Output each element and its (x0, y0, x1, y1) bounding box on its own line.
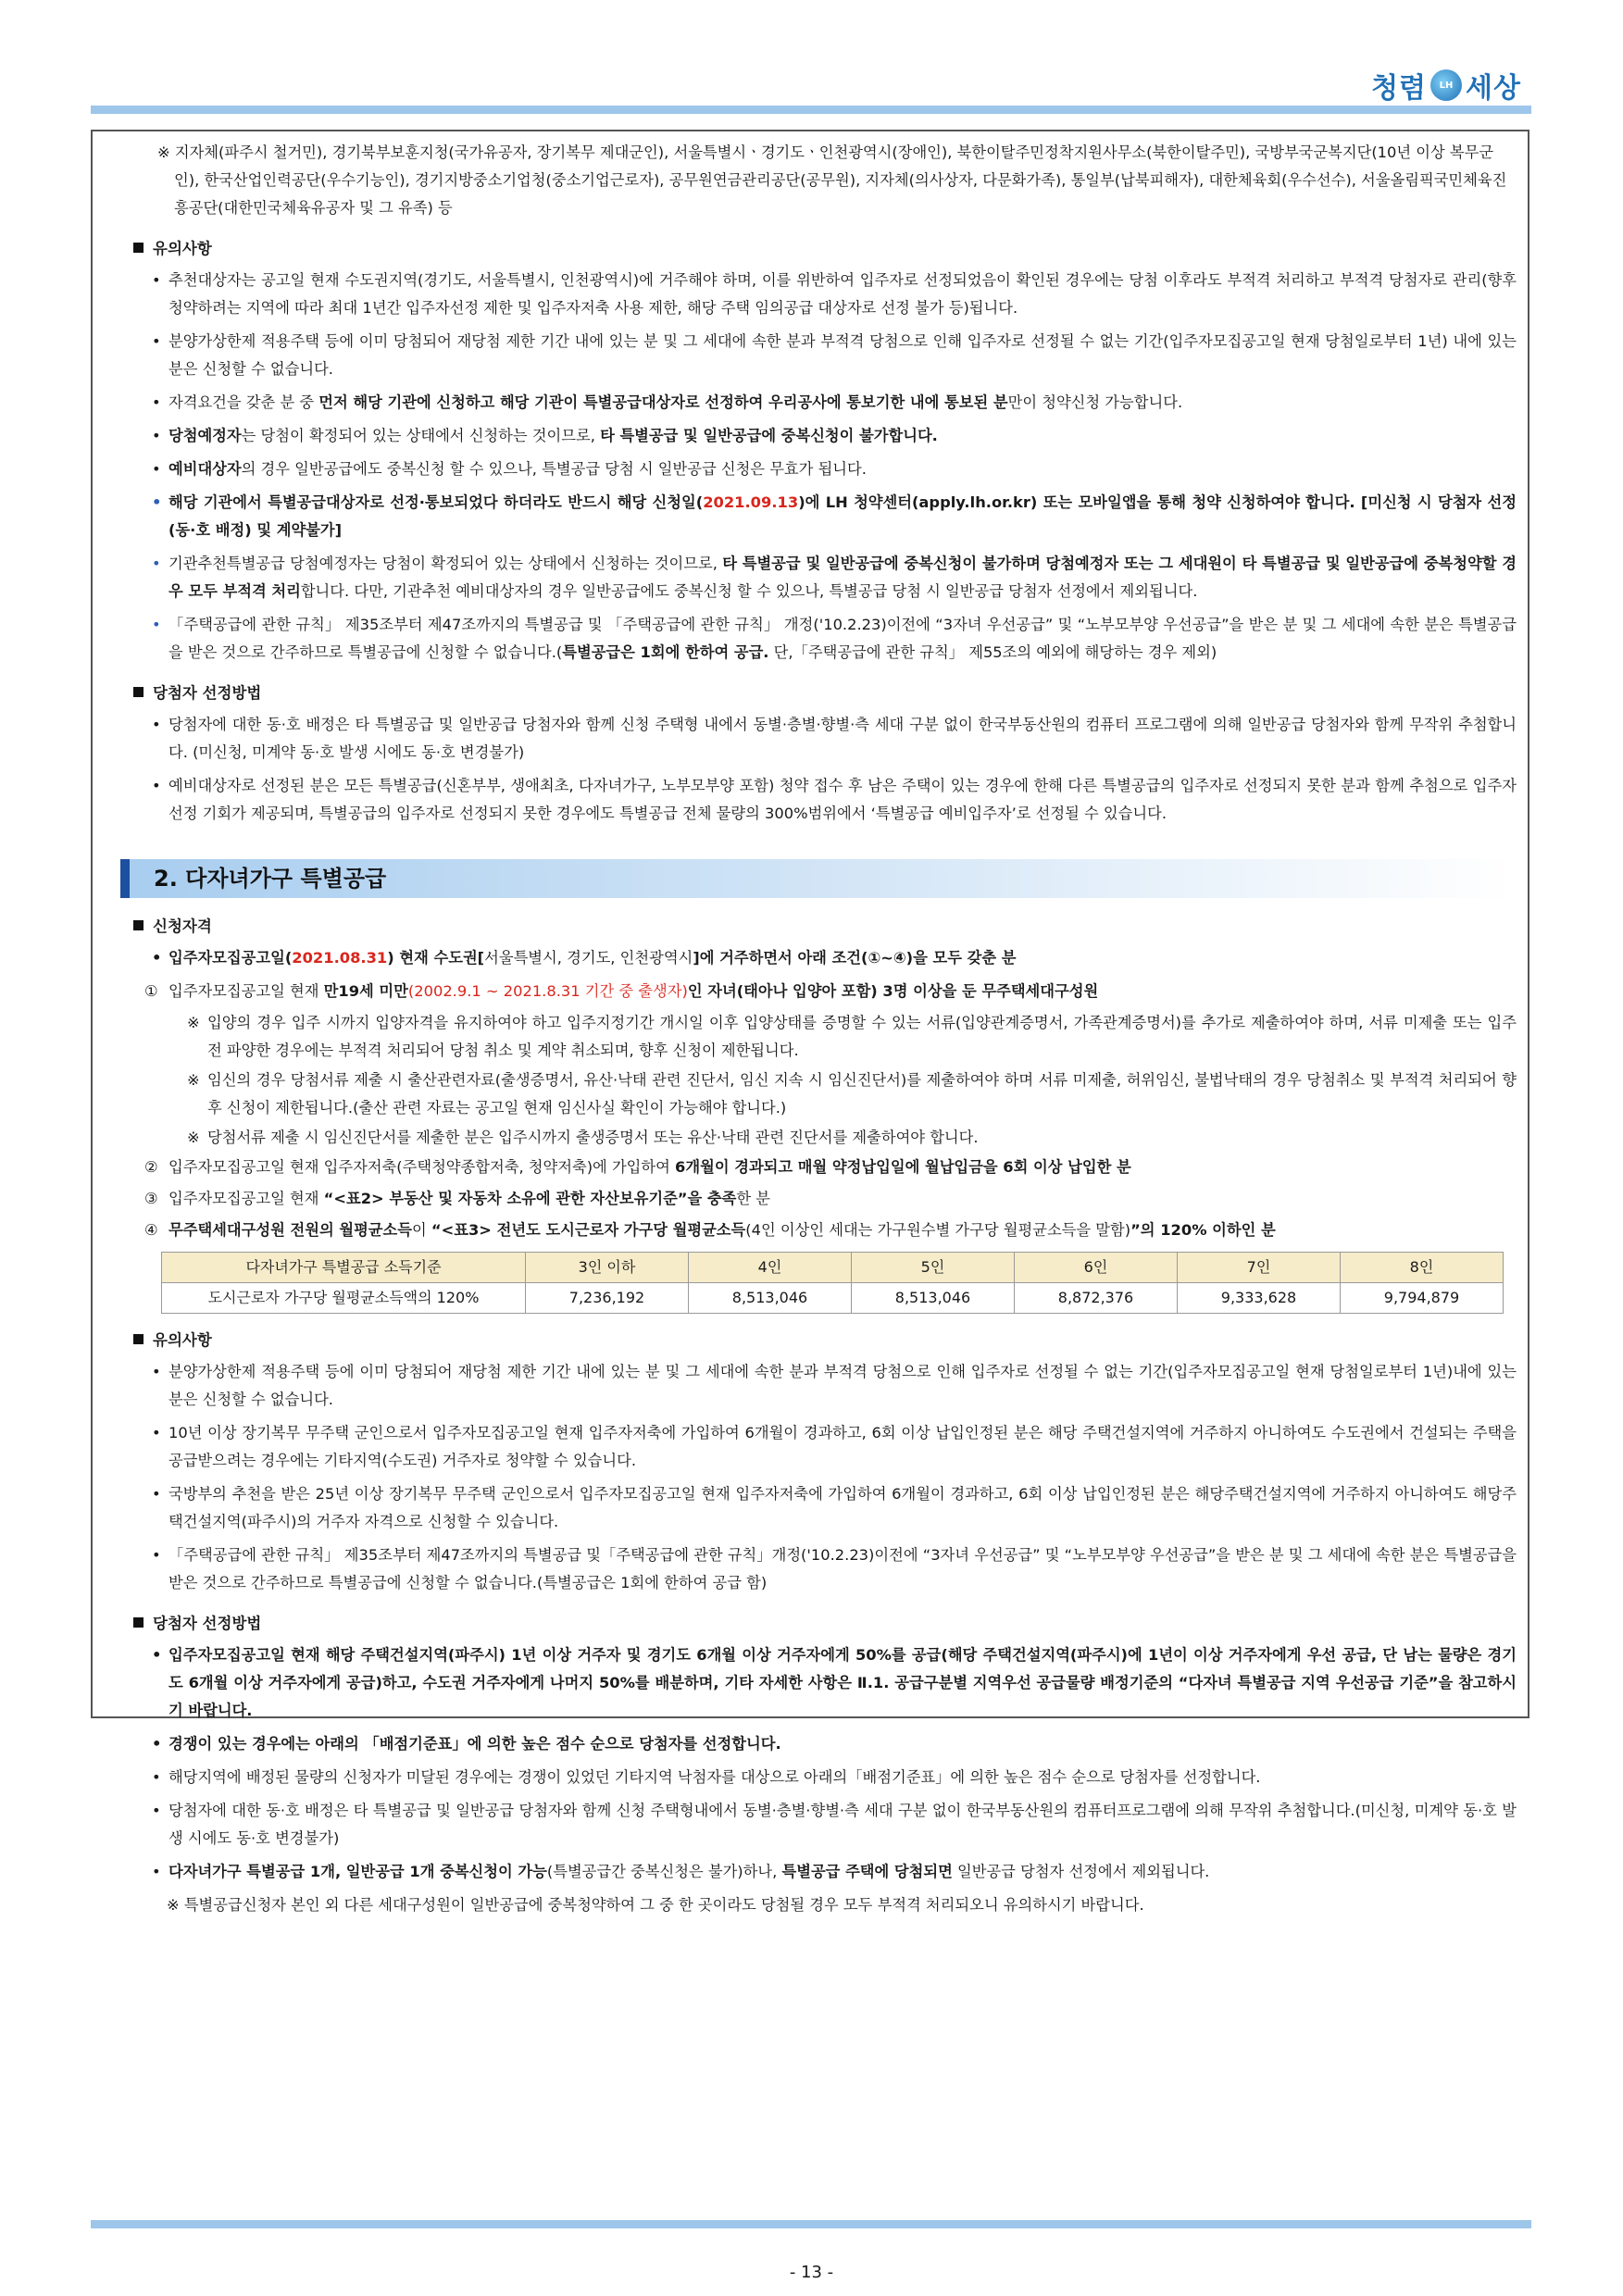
page-number: - 13 - (789, 2263, 834, 2282)
table-header-cell: 7인 (1178, 1253, 1341, 1283)
agency-list-note: ※ 지자체(파주시 철거민), 경기북부보훈지청(국가유공자, 장기복무 제대군인), 서울특별시ㆍ경기도ㆍ인천광역시(장애인), 북한이탈주민정착지원사무소(북한이탈주민), 국방부국군복지단(10년 이상 복무군인), 한국산업인력공단(우수기능인), 경기지방중소기업청(중소기업근로자), 공무원연금관리공단(공무원), 지자체(의사상자, 다문화가족), 통일부(납북피해자), 대한체육회(우수선수), 서울올림픽국민체육진흥공단(대한민국체육유공자 및 그 유족) 등 (157, 144, 1507, 217)
table-cell: 7,236,192 (526, 1283, 689, 1314)
condition-1: ① 입주자모집공고일 현재 만19세 미만(2002.9.1 ~ 2021.8.31 기간 중 출생자)인 자녀(태아나 입양아 포함) 3명 이상을 둔 무주택세대구성원 (144, 982, 1099, 1000)
top-divider (91, 106, 1531, 114)
condition-2: ② 입주자모집공고일 현재 입주자저축(주택청약종합저축, 청약저축)에 가입하여 6개월이 경과되고 매월 약정납입일에 월납입금을 6회 이상 납입한 분 (144, 1158, 1131, 1176)
s1-note-4: • 당첨예정자는 당첨이 확정되어 있는 상태에서 신청하는 것이므로, 타 특별공급 및 일반공급에 중복신청이 불가합니다. (120, 422, 1517, 450)
s2-selection-heading: 당첨자 선정방법 (133, 1610, 1517, 1638)
condition-4: ④ 무주택세대구성원 전원의 월평균소득이 “<표3> 전년도 도시근로자 가구당 월평균소득(4인 이상인 세대는 가구원수별 가구당 월평균소득을 말함)”의 120% 이하인 분 (144, 1221, 1276, 1239)
s1-note-7: • 기관추천특별공급 당첨예정자는 당첨이 확정되어 있는 상태에서 신청하는 것이므로, 타 특별공급 및 일반공급에 중복신청이 불가하며 당첨예정자 또는 그 세대원이 타 특별공급 및 일반공급에 중복청약할 경우 모두 부적격 처리합니다. 다만, 기관추천 예비대상자의 경우 일반공급에도 중복신청 할 수 있으나, 특별공급 당첨 시 일반공급 당첨자 선정에서 제외됩니다. (120, 550, 1517, 605)
table-cell: 8,872,376 (1015, 1283, 1178, 1314)
condition-1-note-adoption: ※ 입양의 경우 입주 시까지 입양자격을 유지하여야 하고 입주지정기간 개시일 이후 입양상태를 증명할 수 있는 서류(입양관계증명서, 가족관계증명서)를 추가로 제출하여야 하며, 서류 미제출 또는 입주 전 파양한 경우에는 부적격 처리되어 당첨 취소 및 계약 취소되며, 향후 신청이 제한됩니다. (187, 1014, 1517, 1059)
lh-emblem-icon: LH (1430, 69, 1462, 101)
s1-note-5: • 예비대상자의 경우 일반공급에도 중복신청 할 수 있으나, 특별공급 당첨 시 일반공급 신청은 무효가 됩니다. (120, 455, 1517, 483)
condition-1-note-documents: ※ 당첨서류 제출 시 임신진단서를 제출한 분은 입주시까지 출생증명서 또는 유산·낙태 관련 진단서를 제출하여야 합니다. (187, 1129, 979, 1146)
s1-selection-heading: 당첨자 선정방법 (133, 680, 1517, 707)
table-cell: 9,333,628 (1178, 1283, 1341, 1314)
section-title: 2. 다자녀가구 특별공급 (154, 866, 387, 892)
s2-notes-heading: 유의사항 (133, 1327, 1517, 1354)
table-row (162, 1283, 1504, 1314)
s2-note-3: • 국방부의 추천을 받은 25년 이상 장기복무 무주택 군인으로서 입주자모집공고일 현재 입주자저축에 가입하여 6개월이 경과하고, 6회 이상 납입인정된 분은 해당주택건설지역에 거주하지 아니하여도 해당주택건설지역(파주시)의 거주자 자격으로 신청할 수 있습니다. (120, 1480, 1517, 1536)
s2-qualification-main: • 입주자모집공고일(2021.08.31) 현재 수도권[서울특별시, 경기도, 인천광역시]에 거주하면서 아래 조건(①~④)을 모두 갖춘 분 (120, 944, 1517, 972)
s2-selection-1: • 입주자모집공고일 현재 해당 주택건설지역(파주시) 1년 이상 거주자 및 경기도 6개월 이상 거주자에게 50%를 공급(해당 주택건설지역(파주시)에 1년이 이상 거주자에게 우선 공급, 단 남는 물량은 경기도 6개월 이상 거주자에게 공급)하고, 수도권 거주자에게 나머지 50%를 배분하며, 기타 자세한 사항은 Ⅱ.1. 공급구분별 지역우선 공급물량 배정기준의 “다자녀 특별공급 지역 우선공급 기준”을 참고하시기 바랍니다. (120, 1641, 1517, 1725)
table-cell: 8,513,046 (852, 1283, 1015, 1314)
s2-note-2: • 10년 이상 장기복무 무주택 군인으로서 입주자모집공고일 현재 입주자저축에 가입하여 6개월이 경과하고, 6회 이상 납입인정된 분은 해당 주택건설지역에 거주하지 아니하여도 수도권에서 건설되는 주택을 공급받으려는 경우에는 기타지역(수도권) 거주자로 청약할 수 있습니다. (120, 1419, 1517, 1475)
s1-note-2: • 분양가상한제 적용주택 등에 이미 당첨되어 재당첨 제한 기간 내에 있는 분 및 그 세대에 속한 분과 부적격 당첨으로 인해 입주자로 선정될 수 없는 기간(입주자모집공고일 현재 당첨일로부터 1년) 내에 있는 분은 신청할 수 없습니다. (120, 328, 1517, 383)
logo-text-left: 청렴 (1371, 72, 1428, 105)
condition-3: ③ 입주자모집공고일 현재 “<표2> 부동산 및 자동차 소유에 관한 자산보유기준”을 충족한 분 (144, 1190, 770, 1207)
table-header-cell: 3인 이하 (526, 1253, 689, 1283)
s1-selection-2: • 예비대상자로 선정된 분은 모든 특별공급(신혼부부, 생애최초, 다자녀가구, 노부모부양 포함) 청약 접수 후 남은 주택이 있는 경우에 한해 다른 특별공급의 입주자로 선정되지 못한 분과 함께 추첨으로 입주자선정 기회가 제공되며, 특별공급의 입주자로 선정되지 못한 경우에도 특별공급 전체 물량의 300%범위에서 ‘특별공급 예비입주자’로 선정될 수 있습니다. (120, 772, 1517, 828)
content-frame (91, 130, 1529, 1914)
s1-note-1: • 추천대상자는 공고일 현재 수도권지역(경기도, 서울특별시, 인천광역시)에 거주해야 하며, 이를 위반하여 입주자로 선정되었음이 확인된 경우에는 당첨 이후라도 부적격 처리하고 부적격 당첨자로 관리(향후 청약하려는 지역에 따라 최대 1년간 입주자선정 제한 및 입주자저축 사용 제한, 해당 주택 임의공급 대상자로 선정 불가 등)됩니다. (120, 267, 1517, 322)
table-header-cell: 다자녀가구 특별공급 소득기준 (162, 1253, 526, 1283)
section-title-bar (120, 859, 1517, 898)
s2-final-note: ※ 특별공급신청자 본인 외 다른 세대구성원이 일반공급에 중복청약하여 그 중 한 곳이라도 당첨될 경우 모두 부적격 처리되오니 유의하시기 바랍니다. (167, 1896, 1144, 1914)
s2-selection-3: • 해당지역에 배정된 물량의 신청자가 미달된 경우에는 경쟁이 있었던 기타지역 낙첨자를 대상으로 아래의「배점기준표」에 의한 높은 점수 순으로 당첨자를 선정합니다. (120, 1764, 1517, 1791)
table-header-cell: 4인 (689, 1253, 852, 1283)
s2-selection-2: • 경쟁이 있는 경우에는 아래의 「배점기준표」에 의한 높은 점수 순으로 당첨자를 선정합니다. (120, 1730, 1517, 1758)
table-cell: 8,513,046 (689, 1283, 852, 1314)
table-header-cell: 8인 (1341, 1253, 1504, 1283)
income-criteria-table (161, 1252, 1504, 1314)
logo-text-right: 세상 (1466, 72, 1521, 105)
table-cell: 9,794,879 (1341, 1283, 1504, 1314)
s1-note-6: • 해당 기관에서 특별공급대상자로 선정·통보되었다 하더라도 반드시 해당 신청일(2021.09.13)에 LH 청약센터(apply.lh.or.kr) 또는 모바일앱을 통해 청약 신청하여야 합니다. [미신청 시 당첨자 선정(동·호 배정) 및 계약불가] (120, 489, 1517, 544)
s1-notes-heading: 유의사항 (133, 235, 1517, 263)
table-header-row (162, 1253, 1504, 1283)
s2-selection-5: • 다자녀가구 특별공급 1개, 일반공급 1개 중복신청이 가능(특별공급간 중복신청은 불가)하나, 특별공급 주택에 당첨되면 일반공급 당첨자 선정에서 제외됩니다. (120, 1858, 1517, 1886)
table-header-cell: 6인 (1015, 1253, 1178, 1283)
table-header-cell: 5인 (852, 1253, 1015, 1283)
table-cell: 도시근로자 가구당 월평균소득액의 120% (162, 1283, 526, 1314)
header-logo (1371, 63, 1521, 107)
content (120, 139, 1517, 1934)
s1-note-3: • 자격요건을 갖춘 분 중 먼저 해당 기관에 신청하고 해당 기관이 특별공급대상자로 선정하여 우리공사에 통보기한 내에 통보된 분만이 청약신청 가능합니다. (120, 389, 1517, 417)
bottom-divider (91, 2220, 1531, 2228)
s2-qualification-heading: 신청자격 (133, 913, 1517, 941)
s2-selection-4: • 당첨자에 대한 동·호 배정은 타 특별공급 및 일반공급 당첨자와 함께 신청 주택형내에서 동별·층별·향별·측 세대 구분 없이 한국부동산원의 컴퓨터프로그램에 의해 무작위 추첨합니다.(미신청, 미계약 동·호 발생 시에도 동·호 변경불가) (120, 1797, 1517, 1853)
s2-note-1: • 분양가상한제 적용주택 등에 이미 당첨되어 재당첨 제한 기간 내에 있는 분 및 그 세대에 속한 분과 부적격 당첨으로 인해 입주자로 선정될 수 없는 기간(입주자모집공고일 현재 당첨일로부터 1년)내에 있는 분은 신청할 수 없습니다. (120, 1358, 1517, 1414)
s1-selection-1: • 당첨자에 대한 동·호 배정은 타 특별공급 및 일반공급 당첨자와 함께 신청 주택형 내에서 동별·층별·향별·측 세대 구분 없이 한국부동산원의 컴퓨터 프로그램에 의해 일반공급 당첨자와 함께 무작위 추첨합니다. (미신청, 미계약 동·호 발생 시에도 동·호 변경불가) (120, 711, 1517, 767)
s1-note-8: • 「주택공급에 관한 규칙」 제35조부터 제47조까지의 특별공급 및 「주택공급에 관한 규칙」 개정('10.2.23)이전에 “3자녀 우선공급” 및 “노부모부양 우선공급”을 받은 분 및 그 세대에 속한 분은 특별공급을 받은 것으로 간주하므로 특별공급에 신청할 수 없습니다.(특별공급은 1회에 한하여 공급. 단,「주택공급에 관한 규칙」 제55조의 예외에 해당하는 경우 제외) (120, 611, 1517, 667)
s2-note-4: • 「주택공급에 관한 규칙」 제35조부터 제47조까지의 특별공급 및「주택공급에 관한 규칙」개정('10.2.23)이전에 “3자녀 우선공급” 및 “노부모부양 우선공급”을 받은 분 및 그 세대에 속한 분은 특별공급을 받은 것으로 간주하므로 특별공급에 신청할 수 없습니다.(특별공급은 1회에 한하여 공급 함) (120, 1541, 1517, 1597)
condition-1-note-pregnancy: ※ 임신의 경우 당첨서류 제출 시 출산관련자료(출생증명서, 유산·낙태 관련 진단서, 임신 지속 시 임신진단서)를 제출하여야 하며 서류 미제출, 허위임신, 불법낙태의 경우 당첨취소 및 부적격 처리되어 향후 신청이 제한됩니다.(출산 관련 자료는 공고일 현재 임신사실 확인이 가능해야 합니다.) (187, 1071, 1517, 1117)
